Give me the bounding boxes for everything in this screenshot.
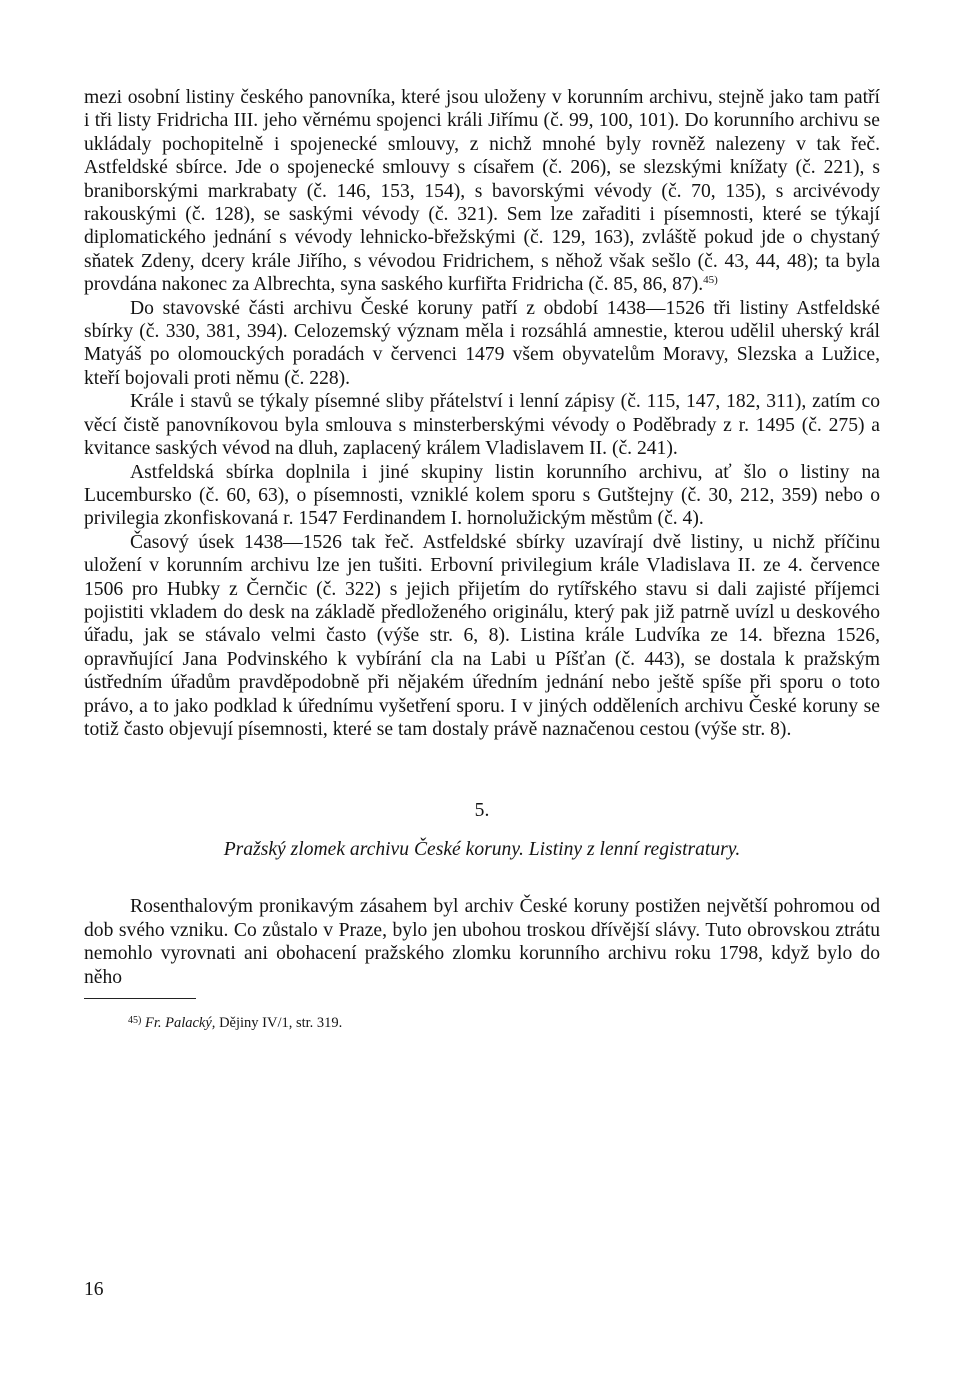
paragraph-1: [84, 86, 880, 297]
paragraph-2: Do stavovské části archivu České koruny patří z období 1438—1526 tři listiny Astfeldské sbírky (č. 330, 381, 394). Celozemský význam měla i rozsáhlá amnestie, kterou udělil uherský král Matyáš po olomouckých poradách v červenci 1479 všem obyvatelům Moravy, Slezska a Lužice, kteří bojovali proti němu (č. 228).: [84, 297, 880, 389]
footnote-text: Dějiny IV/1, str. 319.: [219, 1015, 343, 1031]
page-number: 16: [84, 1279, 104, 1300]
paragraph-3: Krále i stavů se týkaly písemné sliby přátelství i lenní zápisy (č. 115, 147, 182, 311), zatím co věcí čistě panovníkovou byla smlouva s minsterberskými vévody o Poděbrady z r. 1495 (č. 275) a kvitance saských vévod na dluh, zaplacený králem Vladislavem II. (č. 241).: [84, 391, 880, 460]
paragraph-6: Rosenthalovým pronikavým zásahem byl archiv České koruny postižen největší pohromou od dob svého vzniku. Co zůstalo v Praze, bylo jen ubohou troskou dřívější slávy. Tuto obrovskou ztrátu nemohlo vyrovnati ani obohacení pražského zlomku korunního archivu roku 1798, když bylo do něho: [84, 896, 880, 988]
footnote-marker: 45): [128, 1015, 142, 1026]
section-title: Pražský zlomek archivu České koruny. Listiny z lenní registratury.: [223, 839, 741, 861]
footnote-author: Fr. Palacký,: [144, 1015, 216, 1031]
page-body: [84, 86, 880, 1033]
paragraph-1-text: mezi osobní listiny českého panovníka, které jsou uloženy v korunním archivu, stejně jako tam patří i tři listy Fridricha III. jeho věrnému spojenci králi Jiřímu (č. 99, 100, 101). Do korunního archivu se ukládaly pochopitelně i spojenecké smlouvy, z nichž mnohé byly rovněž nalezeny v tak řeč. Astfeldské sbírce. Jde o spojenecké smlouvy s císařem (č. 206), se slezskými knížaty (č. 221), s braniborskými markrabaty (č. 146, 153, 154), s bavorskými vévody (č. 70, 135), s arcivévody rakouskými (č. 128), se saskými vévody (č. 321). Sem lze zařaditi i písemnosti, které se týkají diplomatického jednání s vévody lehnicko-břežskými (č. 129, 163), zvláště pokud jde o chystaný sňatek Zdeny, dcery krále Jiřího, s vévodou Fridrichem, s něhož však sešlo (č. 43, 44, 48); ta byla provdána nakonec za Albrechta, syna saského kurfiřta Fridricha (č. 85, 86, 87).: [84, 87, 880, 296]
paragraph-4: Astfeldská sbírka doplnila i jiné skupiny listin korunního archivu, ať šlo o listiny na Lucembursko (č. 60, 63), o písemnosti, vzniklé kolem sporu s Gutštejny (č. 30, 212, 359) nebo o privilegia zkonfiskovaná r. 1547 Ferdinandem I. hornolužickým městům (č. 4).: [84, 461, 880, 530]
footnote-reference: 45): [703, 274, 718, 287]
paragraph-5: Časový úsek 1438—1526 tak řeč. Astfeldské sbírky uzavírají dvě listiny, u nichž příčinu uložení v korunním archivu lze jen tušiti. Erbovní privilegium krále Vladislava II. ze 4. července 1506 pro Hubky z Černčic (č. 322) s jejich přijetím do rytířského stavu si dali zajisté příjemci pojistiti vkladem do desk na základě předloženého originálu, který pak již patrně uvízl u deskového úřadu, jak se stávalo velmi často (výše str. 6, 8). Listina krále Ludvíka ze 14. března 1526, opravňující Jana Podvinského k vybírání cla na Labi u Píšťan (č. 443), se dostala k pražským ústředním úřadům pravděpodobně při nějakém úředním jednání nebo ještě spíše při sporu o toto právo, a to jako podklad k úřednímu vyšetření sporu. I v jiných odděleních archivu České koruny se totiž často objevují písemnosti, které se tam dostaly právě naznačenou cestou (výše str. 8).: [84, 531, 880, 740]
section-number: 5.: [474, 800, 490, 822]
footnote: [128, 1011, 880, 1033]
footnote-divider: [84, 998, 196, 999]
